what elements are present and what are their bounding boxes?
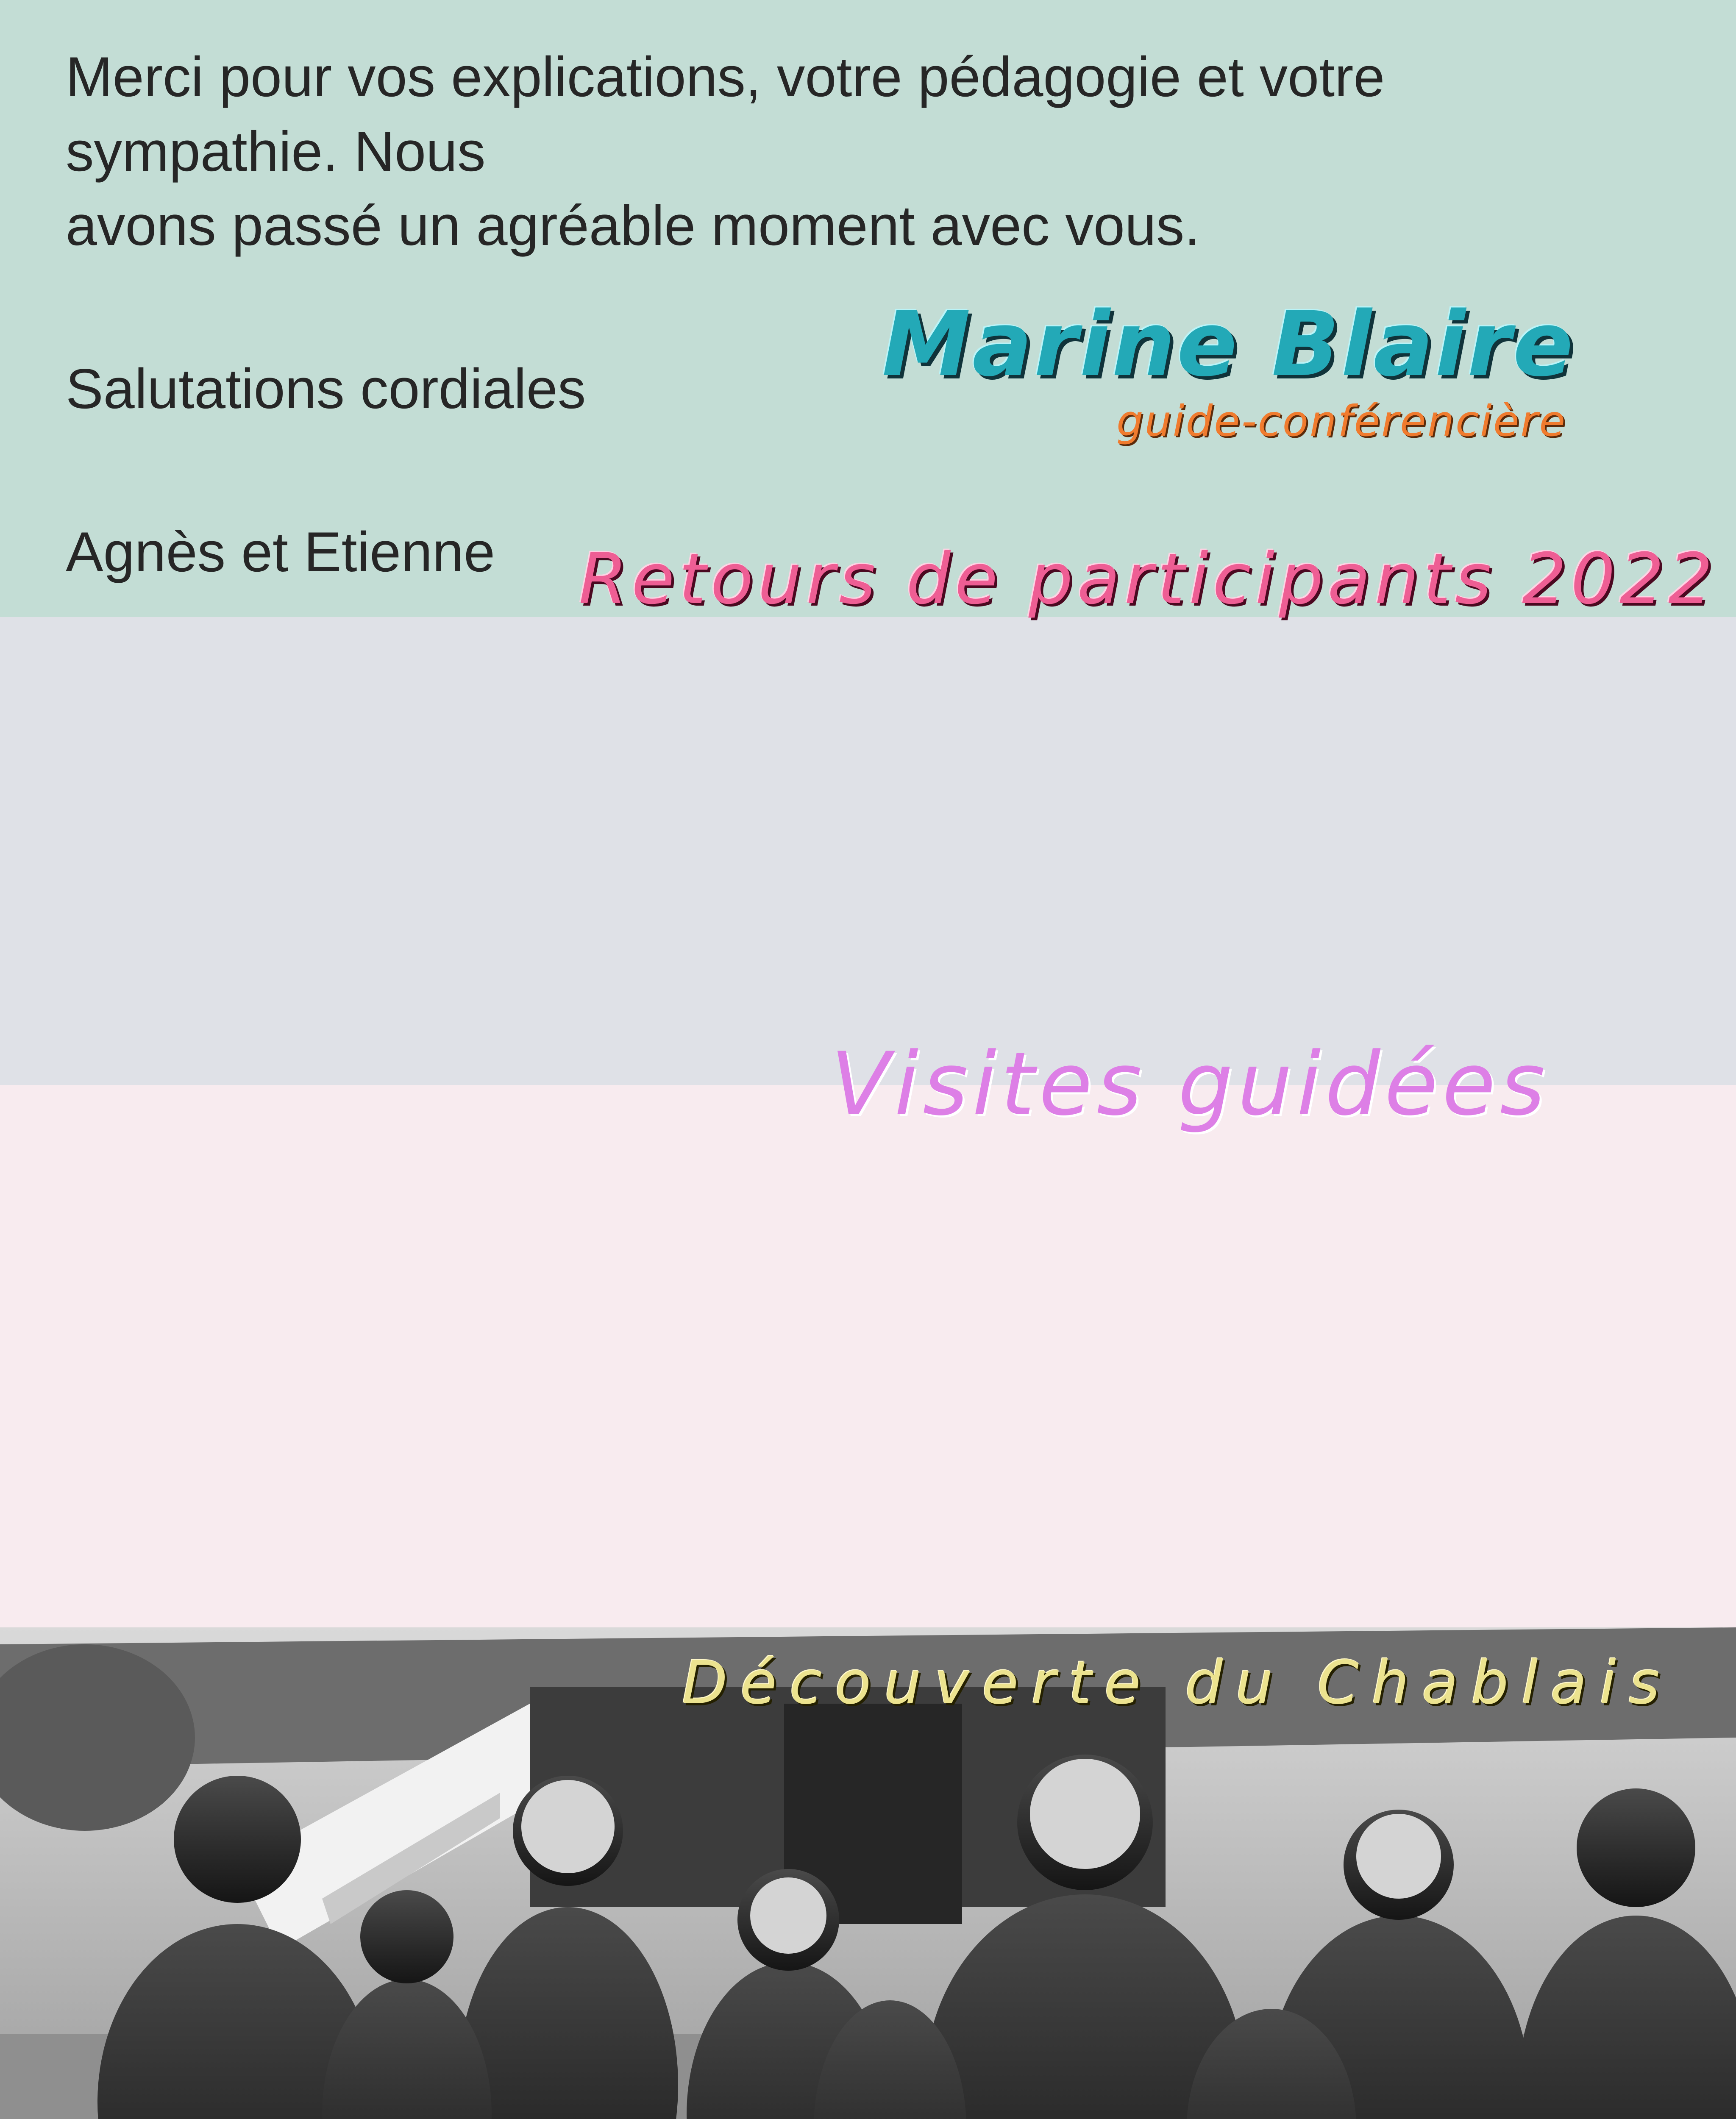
review-panel-3: [0, 1085, 1736, 1627]
review-signature: Agnès et Etienne: [66, 521, 495, 584]
review-panel-2: [0, 617, 1736, 1085]
brand-role: guide-conférencière: [1116, 396, 1566, 446]
title-visites: Visites guidées: [831, 1034, 1550, 1135]
brand-name: Marine Blaire: [882, 292, 1575, 396]
title-retours: Retours de participants 2022: [579, 538, 1717, 620]
review-greeting: Salutations cordiales: [66, 358, 586, 420]
review-message: Merci pour vos explications, votre pédagogie et votre sympathie. Nous avons passé un agréable moment avec vous.: [66, 46, 1385, 258]
title-chablais: Découverte du Chablais: [682, 1649, 1672, 1718]
